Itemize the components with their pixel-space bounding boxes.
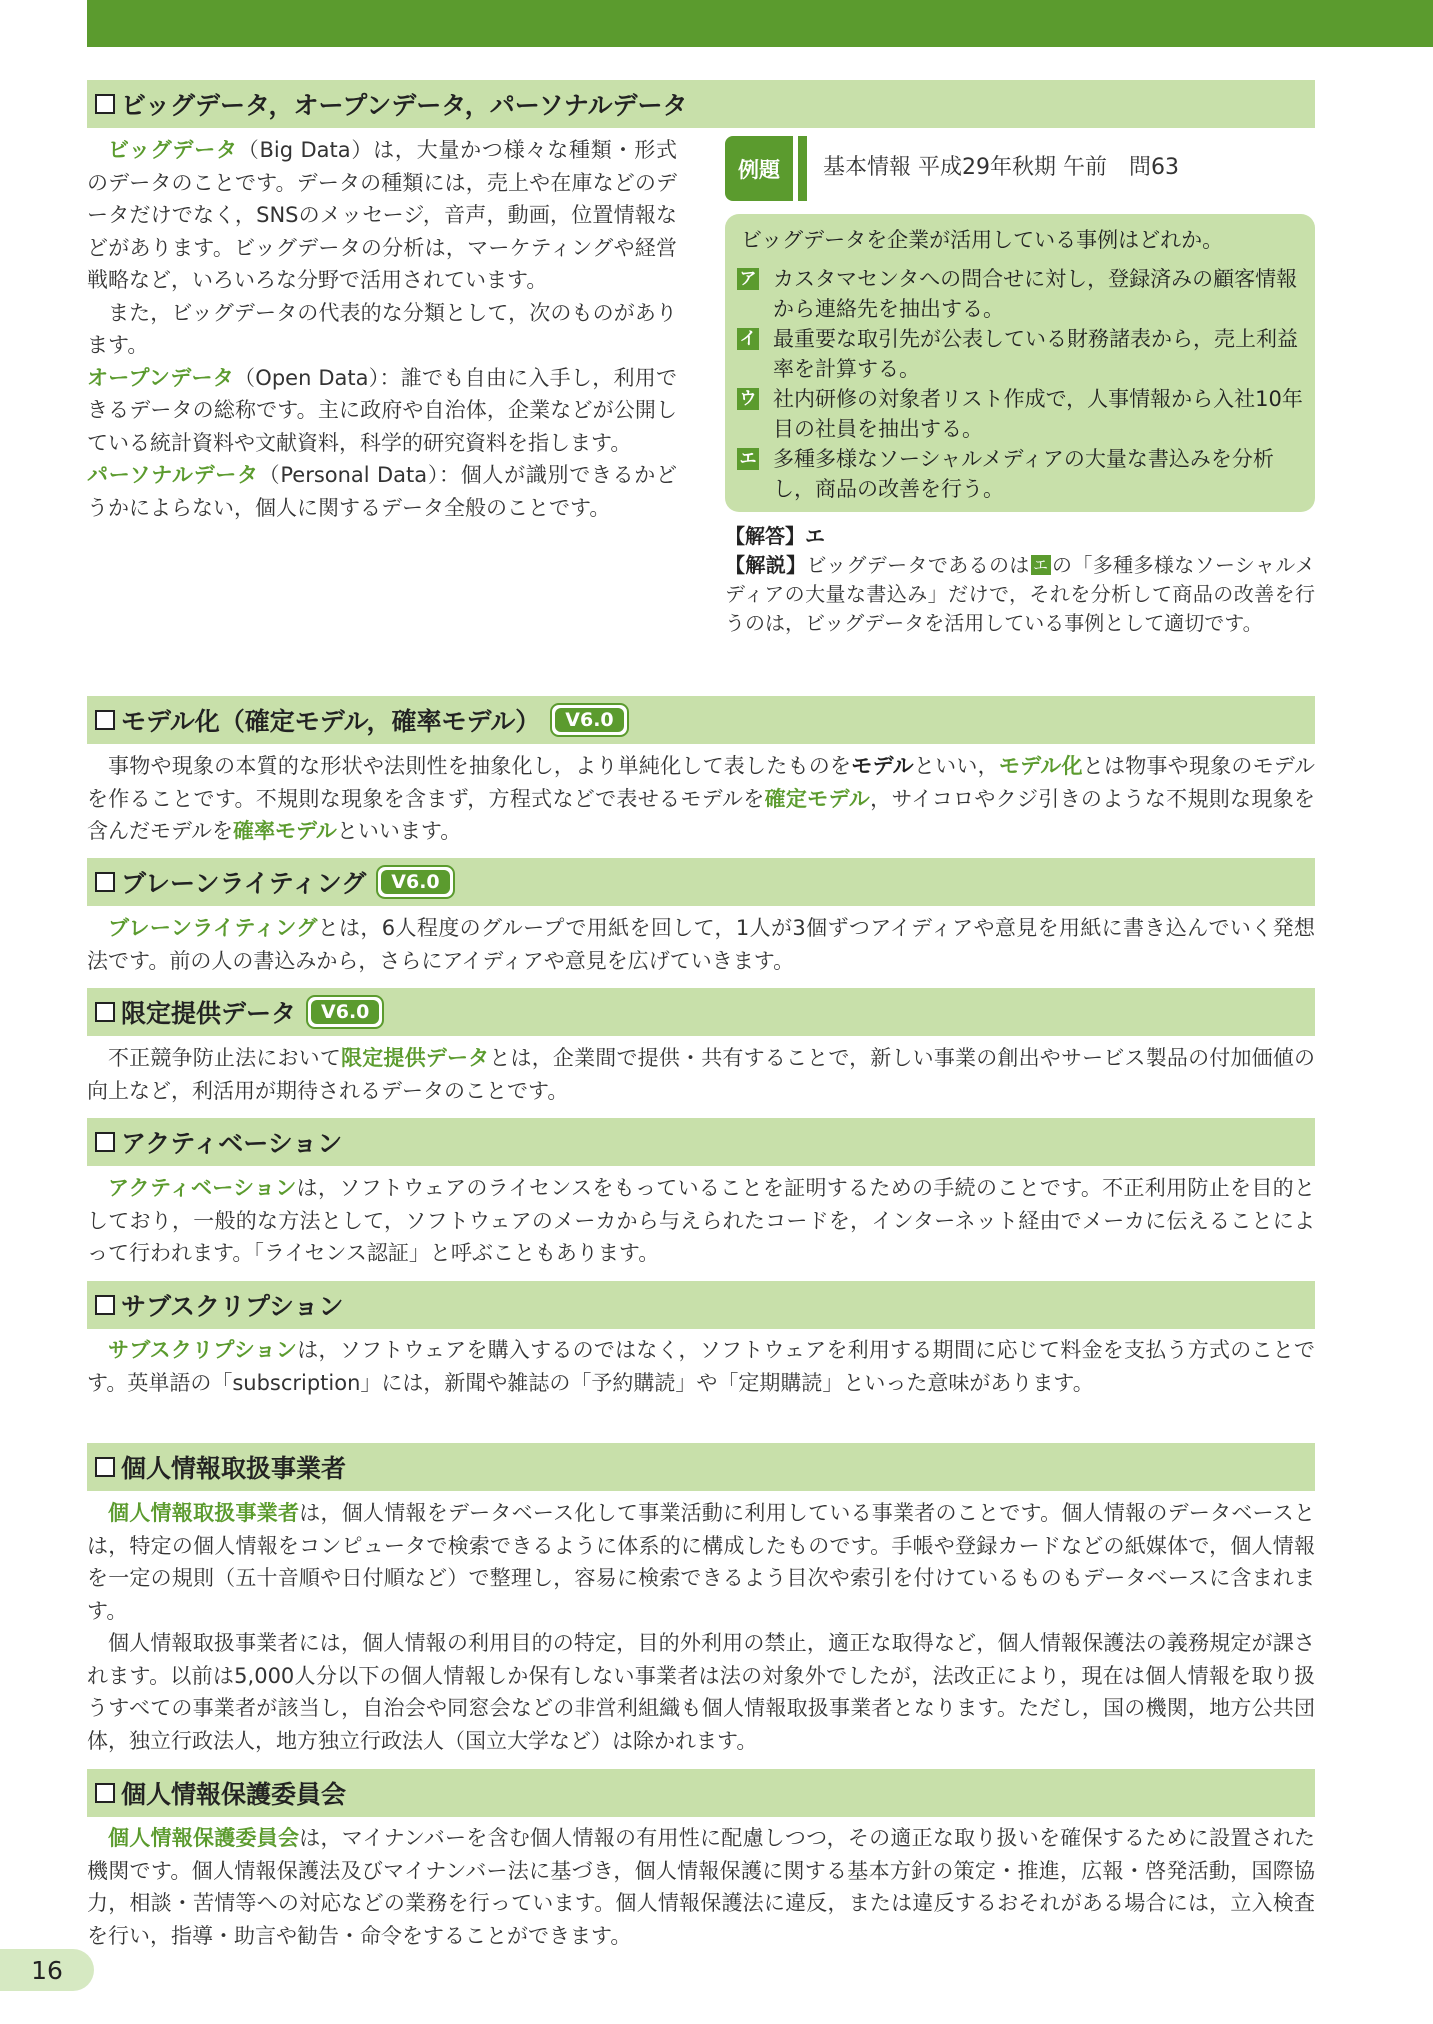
checkbox-icon (95, 1295, 115, 1315)
version-badge (376, 865, 454, 899)
answer-value: エ (805, 524, 825, 548)
option-letter: エ (737, 448, 759, 470)
example-question-box (725, 214, 1315, 512)
example-header (725, 136, 1325, 201)
option-item (737, 444, 1307, 504)
page-number: 16 (0, 1949, 94, 1991)
term: 個人情報保護委員会 (108, 1826, 300, 1850)
paragraph-text: は，ソフトウェアのライセンスをもっていることを証明するための手続のことです。不正利用防止を目的としており，一般的な方法として，ソフトウェアのメーカから与えられたコードを，インターネット経由でメーカに伝えることによって行われます。「ライセンス認証」と呼ぶこともあります。 (87, 1176, 1315, 1265)
term: 確定モデル (764, 786, 871, 811)
option-item (737, 264, 1307, 324)
explanation-letter: エ (1031, 555, 1051, 575)
term: 限定提供データ (341, 1046, 490, 1070)
example-question: ビッグデータを企業が活用している事例はどれか。 (741, 228, 1224, 252)
paragraph-text: とは物事や現象のモデルを作ることです。不規則な現象を含まず，方程式などで表せるモデルを (87, 754, 1316, 811)
option-text: 社内研修の対象者リスト作成で，人事情報から入社10年目の社員を抽出する。 (773, 387, 1303, 441)
paragraph (87, 1334, 1315, 1399)
paragraph-text: とは，6人程度のグループで用紙を回して，1人が3個ずつアイディアや意見を用紙に書き込んでいく発想法です。前の人の書込みから，さらにアイディアや意見を広げていきます。 (87, 916, 1315, 973)
paragraph: 個人情報取扱事業者には，個人情報の利用目的の特定，目的外利用の禁止，適正な取得など，個人情報保護法の義務規定が課されます。以前は5,000人分以下の個人情報しか保有しない事業者は法の対象外でしたが，法改正により，現在は個人情報を取り扱うすべての事業者が該当し，自治会や同窓会などの非営利組織も個人情報取扱事業者となります。ただし，国の機関，地方公共団体，独立行政法人，地方独立行政法人（国立大学など）は除かれます。 (87, 1631, 1315, 1753)
version-badge-text: V6.0 (311, 1000, 379, 1024)
paragraph-text: は，ソフトウェアを購入するのではなく，ソフトウェアを利用する期間に応じて料金を支払う方式のことです。英単語の「subscription」には，新聞や雑誌の「予約購読」や「定期購読」といった意味があります。 (87, 1338, 1315, 1395)
explanation-label: 【解説】 (725, 553, 807, 577)
option-letter: ア (737, 268, 759, 290)
checkbox-icon (95, 710, 115, 730)
example-tag-bar (798, 136, 807, 201)
example-title: 基本情報 平成29年秋期 午前 問63 (823, 155, 1179, 180)
term: 個人情報取扱事業者 (108, 1501, 300, 1525)
section-header-bigdata (87, 80, 1315, 128)
section-header-pi-commission (87, 1769, 1315, 1817)
paragraph (87, 1497, 1315, 1627)
option-text: 最重要な取引先が公表している財務諸表から，売上利益率を計算する。 (773, 327, 1298, 381)
term: パーソナルデータ (87, 463, 259, 487)
section-title: ブレーンライティング (121, 869, 367, 898)
paragraph-text: は，マイナンバーを含む個人情報の有用性に配慮しつつ，その適正な取り扱いを確保するために設置された機関です。個人情報保護法及びマイナンバー法に基づき，個人情報保護に関する基本方針の策定・推進，広報・啓発活動，国際協力，相談・苦情等への対応などの業務を行っています。個人情報保護法に違反，または違反するおそれがある場合には，立入検査を行い，指導・助言や勧告・命令をすることができます。 (87, 1826, 1316, 1948)
checkbox-icon (95, 1457, 115, 1477)
term: オープンデータ (87, 365, 235, 390)
term: ブレーンライティング (108, 916, 318, 940)
example-tag: 例題 (725, 136, 793, 201)
option-text: 多種多様なソーシャルメディアの大量な書込みを分析し，商品の改善を行う。 (773, 447, 1274, 501)
paragraph-text: といい， (913, 754, 999, 778)
top-color-bar (87, 0, 1433, 47)
paragraph-text: とは，企業間で提供・共有することで，新しい事業の創出やサービス製品の付加価値の向上など，利活用が期待されるデータのことです。 (87, 1046, 1316, 1103)
version-badge (306, 995, 384, 1029)
section-title: 個人情報保護委員会 (121, 1780, 347, 1809)
section-header-pi-handler (87, 1443, 1315, 1491)
paragraph (87, 459, 677, 524)
paragraph-text: （Open Data）：誰でも自由に入手し，利用できるデータの総称です。主に政府や自治体，企業などが公開している統計資料や文献資料，科学的研究資料を指します。 (87, 365, 678, 455)
checkbox-icon (95, 872, 115, 892)
pi-handler-text (87, 1497, 1315, 1757)
section-header-limited-data (87, 988, 1315, 1036)
term: 確率モデル (232, 819, 337, 843)
section-header-model (87, 696, 1315, 744)
version-badge (550, 703, 628, 737)
term: モデル化 (998, 754, 1083, 778)
version-badge-text: V6.0 (381, 870, 449, 894)
term: ビッグデータ (108, 138, 238, 162)
paragraph-text: といいます。 (336, 819, 462, 843)
option-letter: イ (737, 328, 759, 350)
paragraph (87, 134, 677, 297)
checkbox-icon (95, 1132, 115, 1152)
paragraph (87, 750, 1315, 848)
option-text: カスタマセンタへの問合せに対し，登録済みの顧客情報から連絡先を抽出する。 (773, 267, 1298, 321)
paragraph (87, 1822, 1315, 1952)
section-title: サブスクリプション (121, 1292, 344, 1321)
section-header-brainwriting (87, 858, 1315, 906)
bigdata-text-column (87, 134, 677, 524)
answer-label: 【解答】 (725, 524, 805, 548)
explanation-text: の「多種多様なソーシャルメディアの大量な書込み」だけで，それを分析して商品の改善を行うのは，ビッグデータを活用している事例として適切です。 (725, 553, 1316, 635)
option-item (737, 324, 1307, 384)
section-header-activation (87, 1118, 1315, 1166)
term: モデル (851, 754, 914, 778)
explanation (725, 551, 1315, 638)
version-badge-text: V6.0 (555, 708, 623, 732)
option-item (737, 384, 1307, 444)
paragraph-text: （Personal Data）：個人が識別できるかどうかによらない，個人に関するデータ全般のことです。 (87, 463, 677, 520)
term: アクティベーション (108, 1176, 297, 1200)
term: サブスクリプション (108, 1338, 298, 1362)
section-title: ビッグデータ，オープンデータ，パーソナルデータ (121, 91, 688, 120)
paragraph (87, 912, 1315, 977)
checkbox-icon (95, 1002, 115, 1022)
section-title: モデル化（確定モデル，確率モデル） (121, 707, 541, 736)
paragraph-text: （Big Data）は，大量かつ様々な種類・形式のデータのことです。データの種類には，売上や在庫などのデータだけでなく，SNSのメッセージ，音声，動画，位置情報などがあります。ビッグデータの分析は，マーケティングや経営戦略など，いろいろな分野で活用されています。 (87, 138, 677, 292)
paragraph-text: は，個人情報をデータベース化して事業活動に利用している事業者のことです。個人情報のデータベースとは，特定の個人情報をコンピュータで検索できるように体系的に構成したものです。手帳や登録カードなどの紙媒体で，個人情報を一定の規則（五十音順や日付順など）で整理し，容易に検索できるよう目次や索引を付けているものもデータベースに含まれます。 (87, 1501, 1316, 1623)
paragraph (87, 1172, 1315, 1270)
section-title: 個人情報取扱事業者 (121, 1454, 347, 1483)
explanation-text: ビッグデータであるのは (806, 553, 1030, 577)
paragraph (87, 362, 677, 460)
paragraph (87, 1042, 1315, 1107)
section-title: 限定提供データ (121, 999, 297, 1028)
option-letter: ウ (737, 388, 759, 410)
checkbox-icon (95, 1783, 115, 1803)
checkbox-icon (95, 94, 115, 114)
paragraph-text: 不正競争防止法において (108, 1046, 342, 1070)
section-title: アクティベーション (121, 1129, 343, 1158)
paragraph: また，ビッグデータの代表的な分類として，次のものがあります。 (87, 300, 677, 357)
paragraph-text: ，サイコロやクジ引きのような不規則な現象を含んだモデルを (87, 786, 1315, 843)
paragraph-text: 事物や現象の本質的な形状や法則性を抽象化し，より単純化して表したものを (108, 754, 852, 778)
answer-line (725, 522, 1315, 551)
section-header-subscription (87, 1281, 1315, 1329)
